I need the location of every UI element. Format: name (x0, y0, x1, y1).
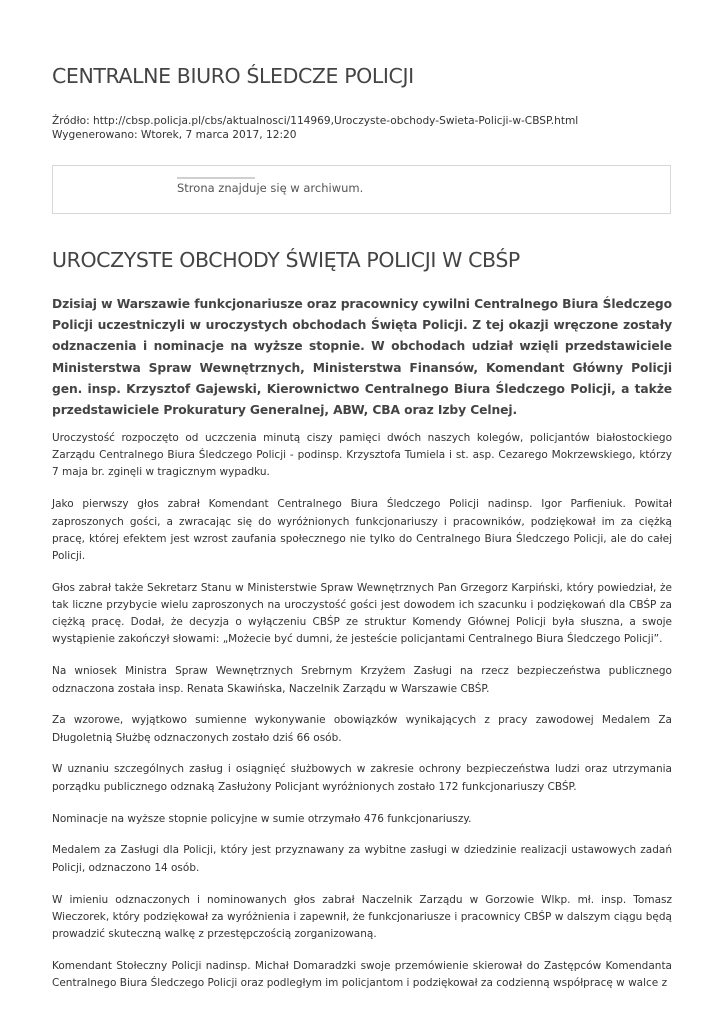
source-line: Źródło: http://cbsp.policja.pl/cbs/aktualnosci/114969,Uroczyste-obchody-Swieta-Policji-w-CBSP.html (52, 115, 579, 127)
article-paragraph: Uroczystość rozpoczęto od uczczenia minutą ciszy pamięci dwóch naszych kolegów, policjantów białostockiego Zarządu Centralnego Biura Śledczego Policji - podinsp. Krzysztofa Tumiela i st. asp. Cezarego Mokrzewskiego, którzy 7 maja br. zginęli w tragicznym wypadku. (52, 432, 672, 479)
document-meta (52, 114, 578, 142)
article-body (52, 430, 672, 1007)
article-paragraph: Komendant Stołeczny Policji nadinsp. Michał Domaradzki swoje przemówienie skierował do Zastępców Komendanta Centralnego Biura Śledczego Policji oraz podległym im policjantom i podziękował za codzienną współpracę w walce z (52, 959, 672, 990)
article-paragraph: Nominacje na wyższe stopnie policyjne w sumie otrzymało 476 funkcjonariuszy. (52, 812, 472, 825)
article-title: UROCZYSTE OBCHODY ŚWIĘTA POLICJI W CBŚP (52, 248, 520, 272)
article-paragraph: Głos zabrał także Sekretarz Stanu w Ministerstwie Spraw Wewnętrznych Pan Grzegorz Karpiński, który powiedział, że tak liczne przybycie wielu zaproszonych na uroczystość gości jest dowodem ich szacunku i podziękowań dla CBŚP za ciężką pracę. Dodał, że decyzja o wyłączeniu CBŚP ze struktur Komendy Głównej Policji była słuszna, a swoje wystąpienie zakończył słowami: „Możecie być dumni, że jesteście policjantami Centralnego Biura Śledczego Policji”. (52, 581, 672, 646)
article-paragraph: Medalem za Zasługi dla Policji, który jest przyznawany za wybitne zasługi w dziedzinie realizacji ustawowych zadań Policji, odznaczono 14 osób. (52, 844, 672, 874)
article-paragraph: W imieniu odznaczonych i nominowanych głos zabrał Naczelnik Zarządu w Gorzowie Wlkp. mł. insp. Tomasz Wieczorek, który podziękował za wyróżnienia i zapewnił, że funkcjonariusze i pracownicy CBŚP w dalszym ciągu będą prowadzić skuteczną walkę z przestępczością zorganizowaną. (52, 893, 672, 940)
article-paragraph: Jako pierwszy głos zabrał Komendant Centralnego Biura Śledczego Policji nadinsp. Igor Parfieniuk. Powitał zaproszonych gości, a zwracając się do wyróżnionych funkcjonariuszy i pracowników, podziękował im za ciężką pracę, której efektem jest wzrost zaufania społecznego nie tylko do Centralnego Biura Śledczego Policji, ale do całej Policji. (52, 498, 672, 562)
article-paragraph: W uznaniu szczególnych zasług i osiągnięć służbowych w zakresie ochrony bezpieczeństwa ludzi oraz utrzymania porządku publicznego odznaką Zasłużony Policjant wyróżnionych zostało 172 funkcjonariuszy CBŚP. (52, 763, 672, 793)
archive-notice-box (52, 165, 671, 214)
article-paragraph: Za wzorowe, wyjątkowo sumienne wykonywanie obowiązków wynikających z pracy zawodowej Medalem Za Długoletnią Służbę odznaczonych zostało dziś 66 osób. (52, 714, 672, 744)
archive-notice-divider (177, 177, 255, 179)
generated-line: Wygenerowano: Wtorek, 7 marca 2017, 12:20 (52, 129, 297, 141)
article-paragraph: Na wniosek Ministra Spraw Wewnętrznych Srebrnym Krzyżem Zasługi na rzecz bezpieczeństwa publicznego odznaczona została insp. Renata Skawińska, Naczelnik Zarządu w Warszawie CBŚP. (52, 665, 672, 695)
archive-notice-text: Strona znajduje się w archiwum. (177, 181, 364, 195)
article-lead: Dzisiaj w Warszawie funkcjonariusze oraz pracownicy cywilni Centralnego Biura Śledczego Policji uczestniczyli w uroczystych obchodach Święta Policji. Z tej okazji wręczone zostały odznaczenia i nominacje na wyższe stopnie. W obchodach udział wzięli przedstawiciele Ministerstwa Spraw Wewnętrznych, Ministerstwa Finansów, Komendant Główny Policji gen. insp. Krzysztof Gajewski, Kierownictwo Centralnego Biura Śledczego Policji, a także przedstawiciele Prokuratury Generalnej, ABW, CBA oraz Izby Celnej. (52, 297, 672, 418)
site-title: CENTRALNE BIURO ŚLEDCZE POLICJI (52, 64, 414, 88)
